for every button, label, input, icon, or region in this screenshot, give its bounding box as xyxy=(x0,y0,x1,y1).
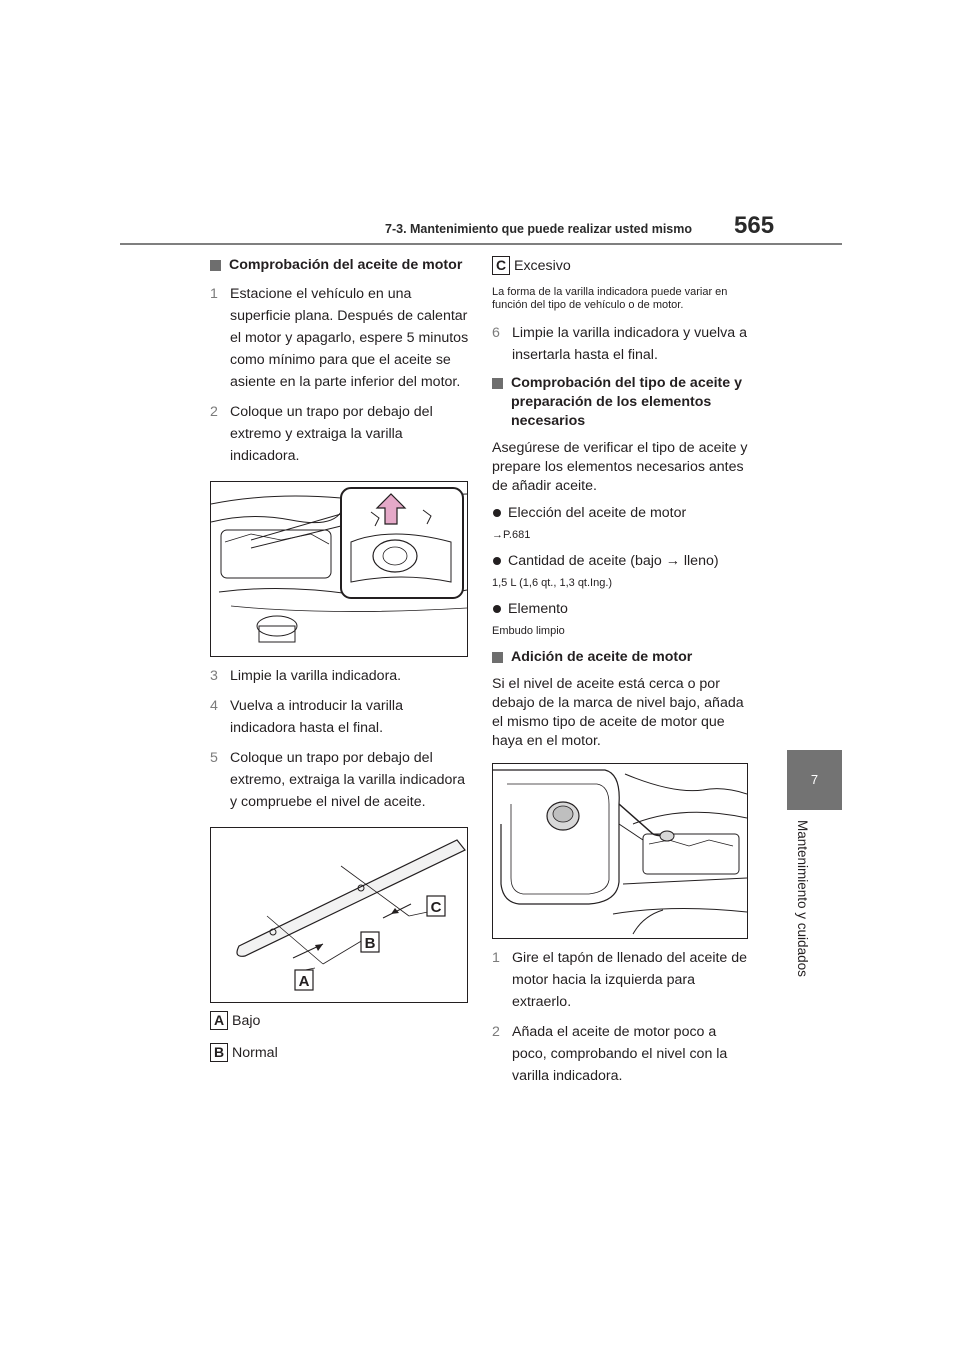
chapter-side-label xyxy=(770,820,830,980)
item-detail: Embudo limpio xyxy=(492,625,565,637)
dipstick-note: La forma de la varilla indicadora puede variar en función del tipo de vehículo o de motor. xyxy=(492,286,728,311)
bullet-dot-icon xyxy=(493,509,501,517)
legend-item xyxy=(492,256,754,276)
section-heading: Adición de aceite de motor xyxy=(492,648,754,667)
bullet-item: Cantidad de aceite (bajo → lleno) xyxy=(492,552,754,571)
step-text: Coloque un trapo por debajo del extremo y extraiga la varilla indicadora. xyxy=(230,404,433,464)
bullet-dot-icon xyxy=(493,557,501,565)
dipstick-label-b: B xyxy=(364,935,376,952)
square-bullet-icon xyxy=(492,378,503,389)
dipstick-label-c: C xyxy=(430,899,442,916)
page-reference: →P.681 xyxy=(492,529,531,541)
legend-item xyxy=(210,1011,470,1031)
paragraph: Asegúrese de verificar el tipo de aceite y prepare los elementos necesarios antes de añadir aceite. xyxy=(492,440,748,494)
step-item xyxy=(210,283,470,393)
section-heading: Comprobación del aceite de motor xyxy=(210,256,470,275)
legend-text: Bajo xyxy=(232,1013,261,1029)
header-divider xyxy=(120,243,842,245)
section-heading: Comprobación del tipo de aceite y preparación de los elementos necesarios xyxy=(492,374,754,431)
step-item xyxy=(210,695,470,739)
bullet-item: Elección del aceite de motor xyxy=(492,504,754,523)
square-bullet-icon xyxy=(492,652,503,663)
step-number: 2 xyxy=(492,1024,500,1040)
legend-text: Excesivo xyxy=(514,258,571,274)
step-text: Añada el aceite de motor poco a poco, comprobando el nivel con la varilla indicadora. xyxy=(512,1024,728,1084)
step-text: Limpie la varilla indicadora. xyxy=(230,668,402,684)
legend-letter: A xyxy=(210,1011,228,1030)
step-number: 6 xyxy=(492,325,500,341)
legend-item xyxy=(210,1043,470,1063)
oil-filler-cap-illustration xyxy=(492,763,748,939)
legend-letter: B xyxy=(210,1043,228,1062)
step-item xyxy=(492,947,754,1013)
engine-dipstick-illustration xyxy=(210,481,468,657)
legend-letter: C xyxy=(492,256,510,275)
dipstick-level-illustration xyxy=(210,827,468,1003)
step-item xyxy=(210,401,470,467)
step-item xyxy=(492,322,754,366)
step-text: Gire el tapón de llenado del aceite de motor hacia la izquierda para extraerlo. xyxy=(512,950,748,1010)
step-item xyxy=(210,747,470,813)
chapter-title: Mantenimiento y cuidados xyxy=(795,820,810,977)
step-text: Vuelva a introducir la varilla indicadora hasta el final. xyxy=(230,698,403,736)
step-text: Estacione el vehículo en una superficie plana. Después de calentar el motor y apagarlo, espere 5 minutos como mínimo para que el aceite se asiente en la parte inferior del motor. xyxy=(230,286,469,390)
page-number: 565 xyxy=(734,212,775,239)
right-column xyxy=(492,256,754,1095)
step-number: 2 xyxy=(210,404,218,420)
step-item xyxy=(210,665,470,687)
step-text: Limpie la varilla indicadora y vuelva a insertarla hasta el final. xyxy=(512,325,748,363)
square-bullet-icon xyxy=(210,260,221,271)
oil-quantity: 1,5 L (1,6 qt., 1,3 qt.Ing.) xyxy=(492,577,613,589)
step-text: Coloque un trapo por debajo del extremo, extraiga la varilla indicadora y compruebe el nivel de aceite. xyxy=(230,750,465,810)
dipstick-label-a: A xyxy=(298,973,310,990)
bullet-dot-icon xyxy=(493,605,501,613)
bullet-item: Elemento xyxy=(492,600,754,619)
step-number: 5 xyxy=(210,750,218,766)
step-number: 1 xyxy=(492,950,500,966)
step-number: 1 xyxy=(210,286,218,302)
step-number: 3 xyxy=(210,668,218,684)
legend-text: Normal xyxy=(232,1045,278,1061)
chapter-tab: 7 xyxy=(787,750,842,810)
left-column xyxy=(210,256,470,1075)
paragraph: Si el nivel de aceite está cerca o por debajo de la marca de nivel bajo, añada el mismo tipo de aceite de motor que haya en el motor. xyxy=(492,676,744,749)
step-item xyxy=(492,1021,754,1087)
step-number: 4 xyxy=(210,698,218,714)
section-title: 7-3. Mantenimiento que puede realizar usted mismo xyxy=(385,222,693,236)
